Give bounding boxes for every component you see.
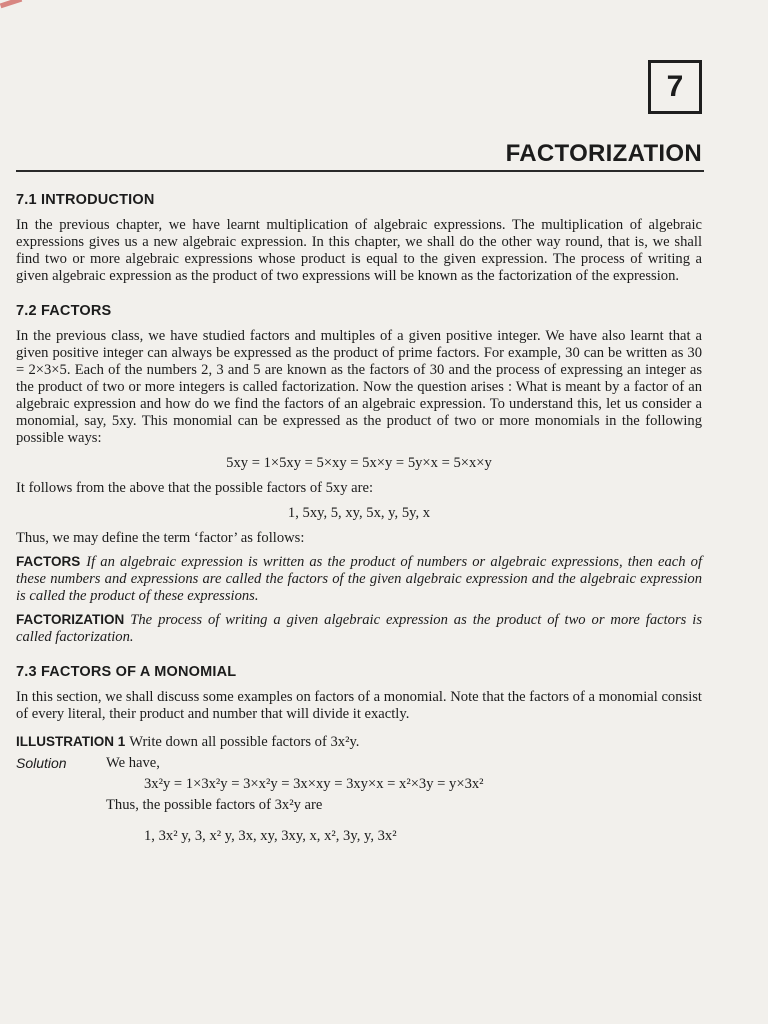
chapter-title: FACTORIZATION (505, 140, 702, 167)
section-heading: 7.3 FACTORS OF A MONOMIAL (16, 664, 237, 680)
definition-text: If an algebraic expression is written as the product of numbers or algebraic expressions, then each of these numbers and expressions are called the factors of the given algebraic expression and the algebraic expression is called the product of these expressions. (16, 554, 702, 604)
section-heading: 7.1 INTRODUCTION (16, 192, 155, 208)
solution-factor-list: 1, 3x² y, 3, x² y, 3x, xy, 3xy, x, x², 3y, y, 3x² (144, 828, 397, 844)
chapter-number-box (648, 60, 702, 114)
paragraph: It follows from the above that the possible factors of 5xy are: (16, 480, 374, 496)
factor-list: 1, 5xy, 5, xy, 5x, y, 5y, x (287, 505, 431, 521)
chapter-number: 7 (666, 70, 684, 103)
section-introduction (16, 192, 702, 285)
title-divider (16, 170, 704, 172)
paragraph: In the previous chapter, we have learnt multiplication of algebraic expressions. The multiplication of algebraic expressions gives us a new algebraic expression. In this chapter, we shall do the other way round, that is, we shall find two or more algebraic expressions whose product is equal to the given expression. The process of writing a given algebraic expression as the product of two expressions will be known as the factorization of the expression. (16, 217, 702, 284)
definition-factors (16, 553, 702, 605)
definition-label: FACTORIZATION (16, 612, 125, 627)
illustration-label: ILLUSTRATION 1 (16, 734, 126, 749)
solution (16, 755, 702, 772)
section-factors (16, 303, 702, 646)
definition-text: The process of writing a given algebraic expression as the product of two or more factors is called factorization. (16, 612, 702, 645)
solution-body (106, 755, 702, 772)
paragraph: In the previous class, we have studied factors and multiples of a given positive integer. We have also learnt that a given positive integer can always be expressed as the product of prime factors. For example, 30 can be written as 30 = 2×3×5. Each of the numbers 2, 3 and 5 are known as the factors of 30 and the process of expressing an integer as the product of two or more integers is called factorization. Now the question arises : What is meant by a factor of an algebraic expression and how do we find the factors of an algebraic expression. To understand this, let us consider a monomial, say, 5xy. This monomial can be expressed as the product of two or more monomials in the following possible ways: (16, 328, 702, 446)
definition-factorization (16, 611, 702, 646)
solution-intro: We have, (106, 755, 160, 771)
section-heading: 7.2 FACTORS (16, 303, 112, 319)
corner-mark (0, 0, 22, 8)
paragraph: Thus, we may define the term ‘factor’ as follows: (16, 530, 305, 546)
solution-equation: 3x²y = 1×3x²y = 3×x²y = 3x×xy = 3xy×x = x²×3y = y×3x² (144, 776, 484, 792)
equation: 5xy = 1×5xy = 5×xy = 5x×y = 5y×x = 5×x×y (226, 455, 492, 471)
solution-label: Solution (16, 755, 67, 771)
definition-label: FACTORS (16, 554, 81, 569)
illustration-text: Write down all possible factors of 3x²y. (129, 734, 360, 750)
illustration (16, 733, 702, 751)
solution-thus: Thus, the possible factors of 3x²y are (106, 797, 323, 813)
page-content (16, 192, 702, 863)
section-factors-of-monomial (16, 664, 702, 845)
paragraph: In this section, we shall discuss some examples on factors of a monomial. Note that the factors of a monomial consist of every literal, their product and number that will divide it exactly. (16, 689, 702, 722)
